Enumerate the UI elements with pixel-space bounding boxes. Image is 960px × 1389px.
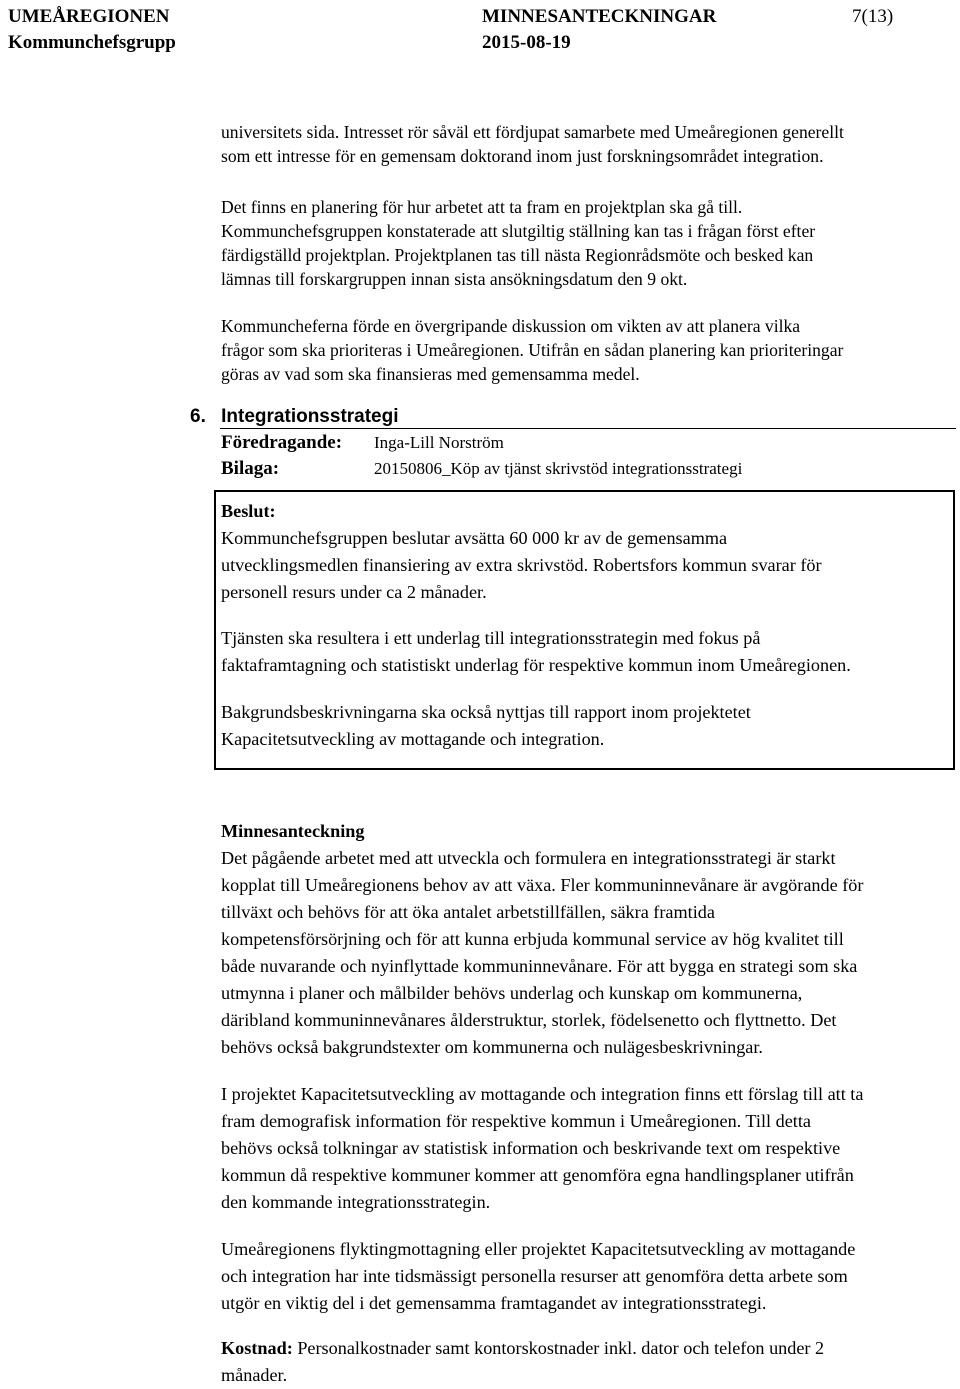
presenter-label: Föredragande: [221, 432, 343, 453]
cost-paragraph: Kostnad: Personalkostnader samt kontorskostnader inkl. dator och telefon under 2 månader. [221, 1338, 825, 1385]
intro-paragraph-1: universitets sida. Intresset rör såväl ett fördjupat samarbete med Umeåregionen generellt som ett intresse för en gemensam doktorand inom just forskningsområdet integration. [221, 122, 844, 166]
notes-paragraph-2: I projektet Kapacitetsutveckling av mottagande och integration finns ett förslag till att ta fram demografisk information för respektive kommun i Umeåregionen. Till detta behövs också tolkningar av statistisk information och beskrivande text om respektive kommun då respektive kommuner kommer att genomföra egna handlingsplaner utifrån den kommande integrationsstrategin. [221, 1084, 864, 1212]
intro-paragraph-2: Det finns en planering för hur arbetet att ta fram en projektplan ska gå till. Kommunchefsgruppen konstaterade att slutgiltig ställning kan tas i frågan först efter färdigställd projektplan. Projektplanen tas till nästa Regionrådsmöte och besked kan lämnas till forskargruppen innan sista ansökningsdatum den 9 okt. [221, 197, 816, 289]
decision-paragraph-3: Bakgrundsbeskrivningarna ska också nyttjas till rapport inom projektetet Kapacitetsutveckling av mottagande och integration. [221, 702, 751, 749]
header-date: 2015-08-19 [482, 32, 571, 53]
notes-paragraph-1: Det pågående arbetet med att utveckla och formulera en integrationsstrategi är starkt kopplat till Umeåregionens behov av att växa. Fler kommuninnevånare är avgörande för tillväxt och behövs för att öka antalet arbetstillfällen, säkra framtida kompetensförsörjning och för att kunna erbjuda kommunal service av hög kvalitet till både nuvarande och nyinflyttade kommuninnevånare. För att bygga en strategi som ska utmynna i planer och målbilder behövs underlag och kunskap om kommunerna, däribland kommuninnevånares ålderstruktur, storlek, födelsenetto och flyttnetto. Det behövs också bakgrundstexter om kommunerna och nulägesbeskrivningar. [221, 848, 864, 1057]
attachment-label: Bilaga: [221, 458, 280, 479]
notes-paragraph-3: Umeåregionens flyktingmottagning eller projektet Kapacitetsutveckling av mottagande och integration har inte tidsmässigt personella resurser att genomföra detta arbete som utgör en viktig del i det gemensamma framtagandet av integrationsstrategi. [221, 1239, 856, 1313]
decision-label: Beslut: [221, 501, 276, 521]
notes-label: Minnesanteckning [221, 821, 365, 841]
intro-paragraph-3: Kommuncheferna förde en övergripande diskussion om vikten av att planera vilka frågor som ska prioriteras i Umeåregionen. Utifrån en sådan planering kan prioriteringar göras av vad som ska finansieras med gemensamma medel. [221, 316, 844, 384]
header-doc-type: MINNESANTECKNINGAR [482, 6, 717, 27]
decision-paragraph-1: Kommunchefsgruppen beslutar avsätta 60 000 kr av de gemensamma utvecklingsmedlen finansiering av extra skrivstöd. Robertsfors kommun svarar för personell resurs under ca 2 månader. [221, 528, 822, 602]
section-title: Integrationsstrategi [221, 406, 399, 427]
cost-text: Personalkostnader samt kontorskostnader inkl. dator och telefon under 2 [292, 1338, 825, 1358]
header-org: UMEÅREGIONEN [8, 6, 170, 27]
header-page-number: 7(13) [852, 6, 894, 27]
section-number: 6. [190, 406, 206, 427]
decision-paragraph-2: Tjänsten ska resultera i ett underlag till integrationsstrategin med fokus på faktaframtagning och statistiskt underlag för respektive kommun inom Umeåregionen. [221, 628, 851, 675]
section-heading [190, 406, 399, 428]
cost-label: Kostnad: [221, 1338, 293, 1358]
header-group: Kommunchefsgrupp [8, 32, 176, 53]
attachment-name: 20150806_Köp av tjänst skrivstöd integrationsstrategi [374, 459, 743, 478]
section-divider [220, 428, 956, 429]
presenter-name: Inga-Lill Norström [374, 433, 504, 452]
